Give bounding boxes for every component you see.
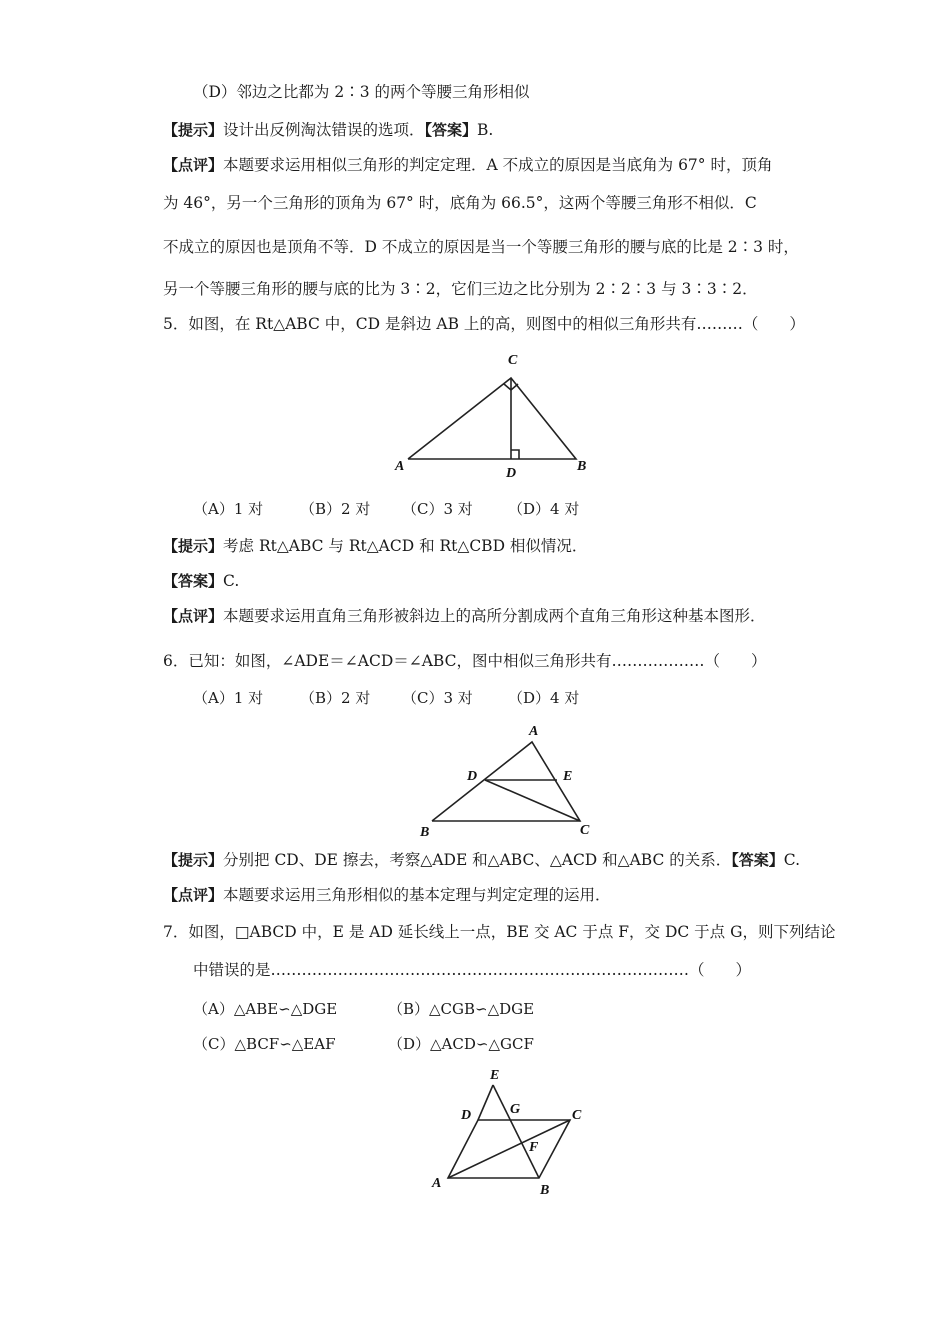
- fig7-label-a: A: [432, 1176, 442, 1191]
- fig6-label-a: A: [529, 724, 539, 739]
- answer-text: B.: [477, 121, 494, 139]
- q5-answer-text: C.: [223, 572, 240, 590]
- q5-comment-text: 本题要求运用直角三角形被斜边上的高所分割成两个直角三角形这种基本图形．: [223, 607, 766, 625]
- fig6-label-d: D: [467, 769, 478, 784]
- fig7-segment-eb: [493, 1085, 539, 1178]
- q6-comment-tag: 【点评】: [163, 886, 224, 904]
- fig7-label-f: F: [529, 1140, 539, 1155]
- q5-option-a: （A）1 对: [193, 500, 264, 518]
- q7-option-b: （B）△CGB∽△DGE: [388, 1000, 535, 1018]
- q7-option-d: （D）△ACD∽△GCF: [388, 1035, 534, 1053]
- question-5: 5．如图，在 Rt△ABC 中，CD 是斜边 AB 上的高，则图中的相似三角形共有………（ ）: [163, 315, 805, 333]
- q5-comment-tag: 【点评】: [163, 607, 224, 625]
- fig7-label-e: E: [490, 1068, 500, 1083]
- option-d-text: （D）邻边之比都为 2∶3 的两个等腰三角形相似: [193, 83, 530, 101]
- q5-option-c: （C）3 对: [402, 500, 473, 518]
- q6-answer-text: C.: [783, 851, 800, 869]
- comment-tag: 【点评】: [163, 156, 224, 174]
- q7-option-a: （A）△ABE∽△DGE: [193, 1000, 338, 1018]
- question-7-line-1: 7．如图，□ABCD 中，E 是 AD 延长线上一点，BE 交 AC 于点 F，交 DC 于点 G，则下列结论: [163, 923, 836, 941]
- q5-answer-tag: 【答案】: [163, 572, 224, 590]
- q5-option-b: （B）2 对: [300, 500, 371, 518]
- q6-comment-text: 本题要求运用三角形相似的基本定理与判定定理的运用．: [223, 886, 611, 904]
- fig5-label-d: D: [506, 466, 517, 481]
- comment-line-3: 不成立的原因也是顶角不等．D 不成立的原因是当一个等腰三角形的腰与底的比是 2∶3 时，: [163, 238, 799, 256]
- fig6-label-e: E: [563, 769, 573, 784]
- fig5-label-b: B: [577, 459, 587, 474]
- q5-option-d: （D）4 对: [508, 500, 580, 518]
- question-6: 6．已知：如图，∠ADE＝∠ACD＝∠ABC，图中相似三角形共有………………（ ）: [163, 652, 767, 670]
- q6-option-a: （A）1 对: [193, 689, 264, 707]
- q6-hint-tag: 【提示】: [163, 851, 224, 869]
- hint-text: 设计出反例淘汰错误的选项．: [223, 121, 425, 139]
- hint-tag: 【提示】: [163, 121, 224, 139]
- fig5-label-a: A: [395, 459, 405, 474]
- comment-line-2: 为 46°，另一个三角形的顶角为 67° 时，底角为 66.5°，这两个等腰三角形不相似．C: [163, 194, 757, 212]
- fig6-label-b: B: [420, 825, 430, 840]
- answer-tag: 【答案】: [424, 121, 478, 139]
- fig7-segment-de: [478, 1085, 493, 1120]
- q6-option-b: （B）2 对: [300, 689, 371, 707]
- fig7-label-g: G: [510, 1102, 521, 1117]
- q5-hint-text: 考虑 Rt△ABC 与 Rt△ACD 和 Rt△CBD 相似情况．: [223, 537, 588, 555]
- q7-option-c: （C）△BCF∽△EAF: [193, 1035, 336, 1053]
- fig7-label-c: C: [572, 1108, 582, 1123]
- question-7-line-2: 中错误的是………………………………………………………………………（ ）: [193, 961, 752, 979]
- comment-text-1: 本题要求运用相似三角形的判定定理．A 不成立的原因是当底角为 67° 时，顶角: [223, 156, 773, 174]
- comment-line-4: 另一个等腰三角形的腰与底的比为 3∶2，它们三边之比分别为 2∶2∶3 与 3∶3∶2．: [163, 280, 758, 298]
- q6-hint-text: 分别把 CD、DE 擦去，考察△ADE 和△ABC、△ACD 和△ABC 的关系．: [223, 851, 732, 869]
- q6-option-c: （C）3 对: [402, 689, 473, 707]
- q5-hint-tag: 【提示】: [163, 537, 224, 555]
- fig5-label-c: C: [508, 353, 518, 368]
- q6-answer-tag: 【答案】: [731, 851, 784, 869]
- fig6-label-c: C: [580, 823, 590, 838]
- q6-option-d: （D）4 对: [508, 689, 580, 707]
- fig7-diagonal-ac: [448, 1120, 570, 1178]
- fig7-label-b: B: [540, 1183, 550, 1198]
- fig7-label-d: D: [461, 1108, 472, 1123]
